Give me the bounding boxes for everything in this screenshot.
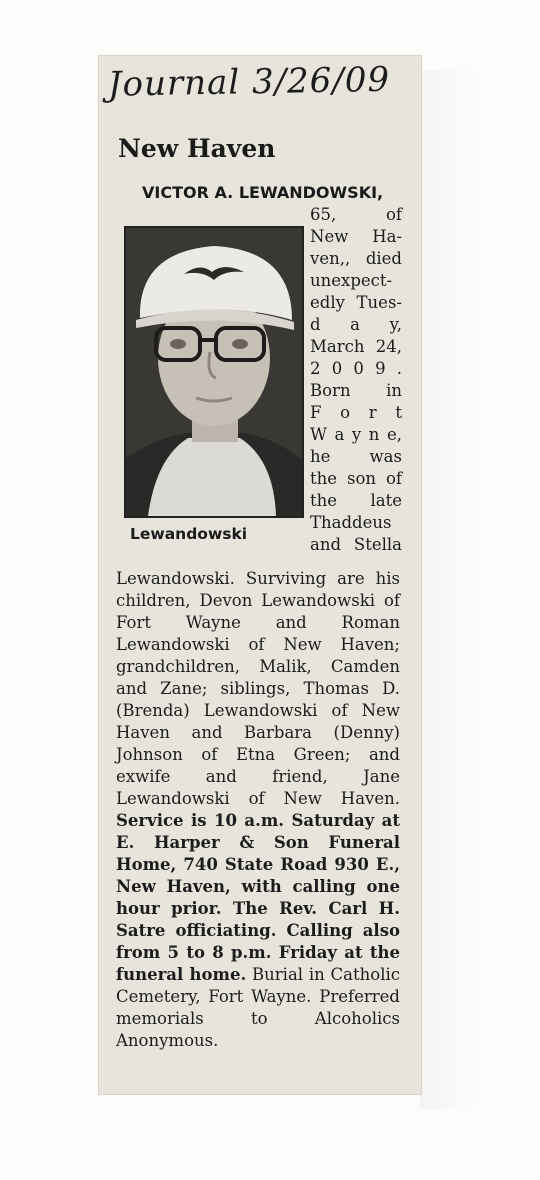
burial-memorials: Burial in Catholic Cemetery, Fort Wayne. Preferred memorials to Alcoholics Anonymous.: [116, 965, 400, 1050]
section-title: New Haven: [118, 134, 276, 163]
text-line: 2 0 0 9 .: [310, 359, 402, 378]
handwritten-note: Journal 3/26/09: [107, 59, 391, 105]
text-line: d a y,: [310, 315, 402, 334]
obituary-body: [116, 568, 400, 1052]
portrait-photo: [124, 226, 304, 518]
survivors-paragraph: Lewandowski. Surviving are his children, Devon Lewandowski of Fort Wayne and Roman Lewandowski of New Haven; grandchildren, Malik, Camden and Zane; siblings, Thomas D. (Brenda) Lewandowski of New Haven and Barbara (Denny) Johnson of Etna Green; and exwife and friend, Jane Lewandowski of New Haven.: [116, 569, 400, 808]
text-line: F o r t: [310, 403, 402, 422]
text-line: edly Tues-: [310, 293, 402, 312]
paper-edge-shadow: [420, 70, 480, 1110]
text-line: March 24,: [310, 337, 402, 356]
text-line: unexpect-: [310, 271, 393, 290]
service-details: Service is 10 a.m. Saturday at E. Harper & Son Funeral Home, 740 State Road 930 E., New Haven, with calling one hour prior. The Rev. Carl H. Satre officiating. Calling also from 5 to 8 p.m. Friday at the funeral home.: [116, 811, 400, 984]
obituary-name-heading: VICTOR A. LEWANDOWSKI,: [142, 183, 384, 202]
text-line: 65, of: [310, 205, 402, 224]
text-line: the late: [310, 491, 402, 510]
photo-caption: Lewandowski: [130, 525, 248, 543]
text-line: Thaddeus: [310, 513, 392, 532]
text-line: the son of: [310, 469, 402, 488]
side-column-text: [310, 204, 402, 556]
text-line: ven,, died: [310, 249, 402, 268]
text-line: W a y n e,: [310, 425, 402, 444]
text-line: New Ha-: [310, 227, 402, 246]
text-line: Born in: [310, 381, 402, 400]
text-line: and Stella: [310, 535, 402, 554]
portrait-illustration: [126, 228, 302, 516]
text-line: he was: [310, 447, 402, 466]
